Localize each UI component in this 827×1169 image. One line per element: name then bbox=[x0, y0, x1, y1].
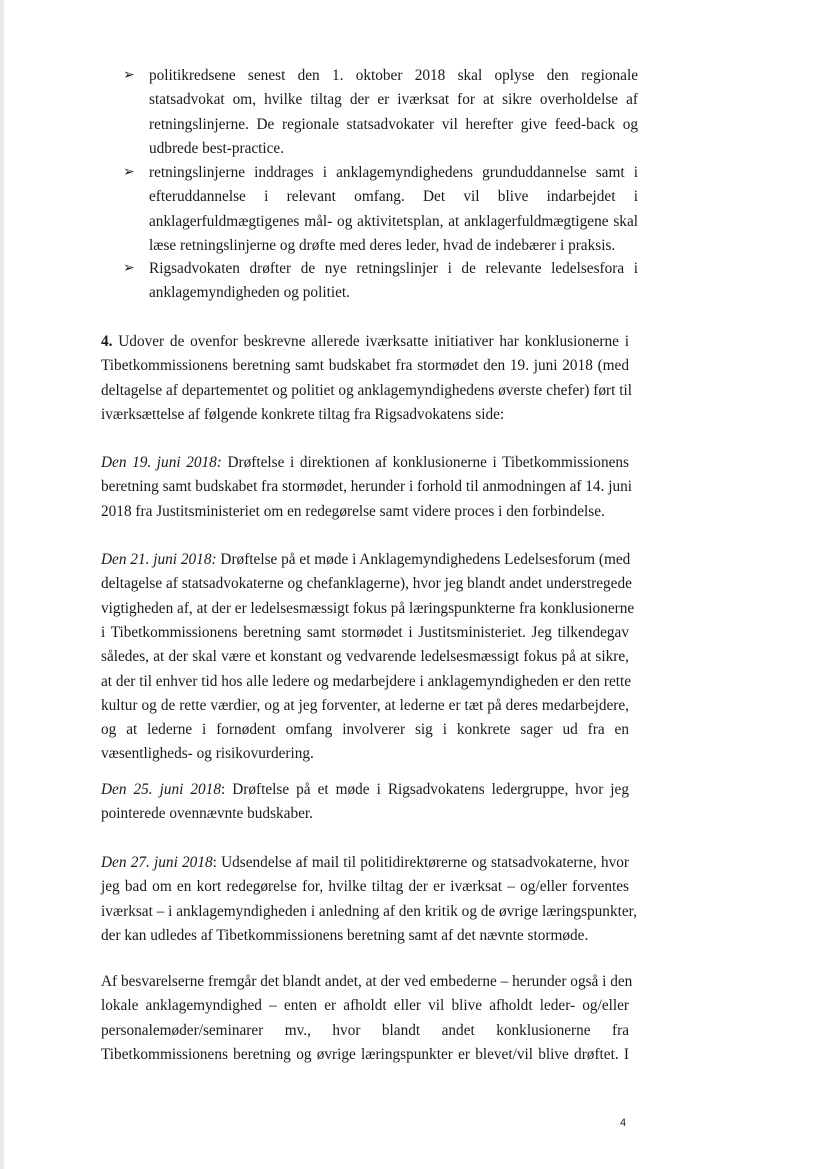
entry-date: Den 27. juni 2018 bbox=[101, 854, 213, 871]
paragraph-line: Den 19. juni 2018: Drøftelse i direktionen af konklusionerne i Tibetkommissionens bbox=[101, 454, 629, 471]
paragraph-line: lokale anklagemyndighed – enten er afholdt eller vil blive afholdt leder- og/eller bbox=[101, 997, 629, 1015]
bullet-line: politikredsene senest den 1. oktober 2018 skal oplyse den regionale bbox=[149, 67, 638, 84]
paragraph-line: og at lederne i fornødent omfang involverer sig i konkrete sager ud fra en bbox=[101, 721, 629, 739]
paragraph-line: jeg bad om en kort redegørelse for, hvilke tiltag der er iværksat – og/eller forventes bbox=[101, 878, 629, 896]
bullet-line: Rigsadvokaten drøfter de nye retningslinjer i de relevante ledelsesfora i bbox=[149, 260, 638, 277]
paragraph-line: kultur og de rette værdier, og at jeg forventer, at lederne er tæt på deres medarbejdere, bbox=[101, 696, 629, 714]
paragraph-line: vigtigheden af, at der er ledelsesmæssigt fokus på læringspunkterne fra konklusionerne bbox=[101, 599, 635, 617]
paragraph-line: beretning samt budskabet fra stormødet, herunder i forhold til anmodningen af 14. juni bbox=[101, 478, 633, 496]
entry-date: Den 21. juni 2018: bbox=[101, 551, 217, 568]
entry-date: Den 25. juni 2018 bbox=[101, 781, 221, 798]
scan-edge-shadow bbox=[0, 0, 4, 1169]
paragraph-line: deltagelse af statsadvokaterne og chefanklagerne), hvor jeg blandt andet understregede bbox=[101, 575, 632, 593]
bullet-line: efteruddannelse i relevant omfang. Det vil blive indarbejdet i bbox=[149, 188, 638, 206]
bullet-line: statsadvokat om, hvilke tiltag der er iværksat for at sikre overholdelse af bbox=[149, 91, 638, 109]
bullet-line: læse retningslinjerne og drøfte med deres leder, hvad de indebærer i praksis. bbox=[149, 236, 616, 254]
bullet-line: retningslinjerne inddrages i anklagemyndighedens grunduddannelse samt i bbox=[149, 164, 638, 181]
bullet-line: anklagemyndigheden og politiet. bbox=[149, 284, 350, 302]
paragraph-line: iværksat – i anklagemyndigheden i anledning af den kritik og de øvrige læringspunkter, bbox=[101, 902, 637, 920]
paragraph-line: pointerede ovennævnte budskaber. bbox=[101, 805, 313, 823]
bullet-line: anklagerfuldmægtigenes mål- og aktivitetsplan, at anklagerfuldmægtigene skal bbox=[149, 212, 638, 230]
arrow-bullet-icon: ➢ bbox=[123, 165, 135, 180]
paragraph-line: iværksættelse af følgende konkrete tiltag fra Rigsadvokatens side: bbox=[101, 405, 505, 423]
paragraph-line: Den 21. juni 2018: Drøftelse på et møde i Anklagemyndighedens Ledelsesforum (med bbox=[101, 551, 631, 568]
paragraph-line: at der til enhver tid hos alle ledere og medarbejdere i anklagemyndigheden er den rette bbox=[101, 672, 632, 690]
paragraph-line: 2018 fra Justitsministeriet om en redegørelse samt videre proces i den forbindelse. bbox=[101, 502, 605, 520]
entry-date: Den 19. juni 2018: bbox=[101, 454, 222, 471]
paragraph-line: i Tibetkommissionens beretning samt stormødet i Justitsministeriet. Jeg tilkendegav bbox=[101, 623, 629, 641]
page-number: 4 bbox=[620, 1117, 627, 1129]
arrow-bullet-icon: ➢ bbox=[123, 261, 135, 276]
bullet-line: udbrede best-practice. bbox=[149, 139, 285, 157]
paragraph-line: personalemøder/seminarer mv., hvor blandt andet konklusionerne fra bbox=[101, 1021, 629, 1039]
paragraph-line: således, at der skal være et konstant og vedvarende ledelsesmæssigt fokus på at sikre, bbox=[101, 648, 629, 666]
bullet-line: retningslinjerne. De regionale statsadvokater vil herefter give feed-back og bbox=[149, 115, 638, 133]
paragraph-line: Tibetkommissionens beretning og øvrige læringspunkter er blevet/vil blive drøftet. I bbox=[101, 1045, 629, 1063]
arrow-bullet-icon: ➢ bbox=[123, 68, 135, 83]
paragraph-line: der kan udledes af Tibetkommissionens beretning samt af det nævnte stormøde. bbox=[101, 926, 589, 944]
paragraph-line: væsentligheds- og risikovurdering. bbox=[101, 745, 314, 763]
section-number: 4. bbox=[101, 333, 113, 350]
paragraph-line: Den 25. juni 2018: Drøftelse på et møde i Rigsadvokatens ledergruppe, hvor jeg bbox=[101, 781, 629, 798]
paragraph-line: Den 27. juni 2018: Udsendelse af mail til politidirektørerne og statsadvokaterne, hvor bbox=[101, 854, 629, 871]
paragraph-line: deltagelse af departementet og politiet og anklagemyndighedens øverste chefer) ført til bbox=[101, 381, 632, 399]
paragraph-line: 4. Udover de ovenfor beskrevne allerede iværksatte initiativer har konklusionerne i bbox=[101, 333, 629, 350]
paragraph-line: Af besvarelserne fremgår det blandt andet, at der ved embederne – herunder også i den bbox=[101, 973, 633, 990]
paragraph-line: Tibetkommissionens beretning samt budskabet fra stormødet den 19. juni 2018 (med bbox=[101, 357, 629, 375]
